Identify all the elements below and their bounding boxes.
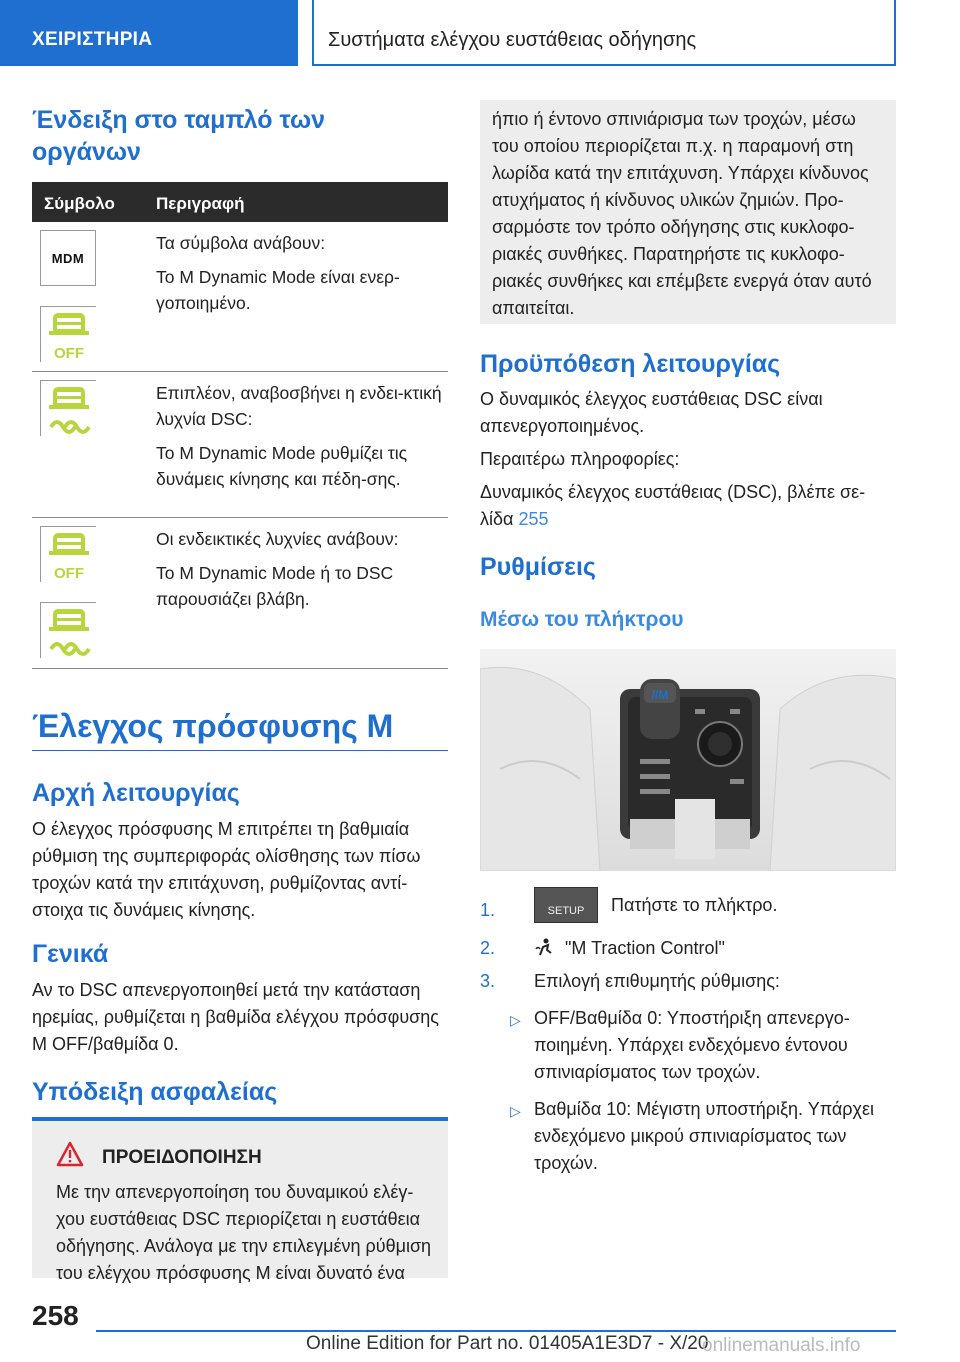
row-2-line-2: Το M Dynamic Mode ρυθμίζει τις δυνάμεις κίνησης και πέδη-σης. [156, 443, 408, 489]
safety-heading: Υπόδειξη ασφαλείας [32, 1078, 278, 1106]
traction-icon [534, 937, 554, 957]
step-number: 1. [480, 900, 496, 920]
col-symbol: Σύμβολο [44, 194, 115, 213]
bullet-text: Βαθμίδα 10: Μέγιστη υποστήριξη. Υπάρχει ενδεχόμενο μικρού σπινιαρίσματος των τροχών. [534, 1099, 875, 1173]
page-number: 258 [32, 1300, 79, 1331]
bullet-item [480, 1096, 896, 1177]
table-bottom-rule [32, 668, 448, 669]
mdm-symbol-icon [40, 230, 96, 286]
reference-label: Δυναμικός έλεγχος ευστάθειας (DSC), βλέπε σε-λίδα [480, 482, 866, 529]
setup-key-label: SETUP [547, 905, 585, 917]
edition-text: Online Edition for Part no. 01405A1E3D7 - X/20 [306, 1333, 709, 1354]
traction-heading: Έλεγχος πρόσφυσης M [32, 708, 394, 744]
row-2-description [156, 380, 448, 500]
principle-text: Ο έλεγχος πρόσφυσης M επιτρέπει τη βαθμιαία ρύθμιση της συμπεριφοράς ολίσθησης των πίσω τροχών κατά την επιτάχυνση, ρυθμίζοντας αντί-στοιχα τις δυνάμεις κίνησης. [32, 819, 421, 920]
reference-page-link[interactable]: 255 [518, 509, 549, 529]
right-column [480, 100, 896, 1177]
reference-text [480, 479, 896, 533]
warning-title: ΠΡΟΕΙΔΟΠΟΙΗΣΗ [102, 1147, 262, 1168]
step-item [480, 887, 896, 927]
step-item [480, 935, 896, 962]
bullet-item [480, 1005, 896, 1086]
triangle-bullet-icon: ▷ [510, 1103, 521, 1119]
warning-text: Με την απενεργοποίηση του δυναμικού ελέγ-χου ευστάθειας DSC περιορίζεται η ευστάθεια οδήγησης. Ανάλογα με την επιλεγμένη ρύθμιση του ελέγχου πρόσφυσης M είναι δυνατό ένα [56, 1182, 432, 1283]
step-number: 2. [480, 938, 496, 958]
footer-rule [96, 1330, 896, 1332]
mdm-symbol-text: MDM [51, 251, 85, 266]
bullet-text: OFF/Βαθμίδα 0: Υποστήριξη απενεργο-ποιημένη. Υπάρχει ενδεχόμενο έντονου σπινιαρίσματος των τροχών. [534, 1008, 850, 1082]
row-1-description [156, 230, 448, 324]
row-1-line-1: Τα σύμβολα ανάβουν: [156, 233, 326, 253]
watermark-text: onlinemanuals.info [702, 1335, 861, 1356]
chapter-tab [312, 0, 896, 66]
stability-off-icon [40, 526, 96, 582]
principle-heading: Αρχή λειτουργίας [32, 779, 240, 807]
button-heading: Μέσω του πλήκτρου [480, 608, 684, 631]
svg-text://M: //M [651, 688, 669, 702]
step-text: "M Traction Control" [565, 938, 725, 958]
row-2-line-1: Επιπλέον, αναβοσβήνει η ενδει-κτική λυχνία DSC: [156, 383, 442, 429]
warning-box [32, 1117, 448, 1283]
stability-off-label: OFF [54, 345, 84, 362]
warning-continuation-text: ήπιο ή έντονο σπινιάρισμα των τροχών, μέσω του οποίου περιορίζεται π.χ. η παραμονή στη λωρίδα κατά την επιτάχυνση. Υπάρχει κίνδυνος ατυχήματος ή κίνδυνος υλικών ζημιών. Προ-σαρμόστε τον τρόπο οδήγησης στις κυκλοφο-ριακές συνθήκες. Παρατηρήστε τις κυκλοφο-ριακές συνθήκες και επέμβετε ενεργά όταν αυτό απαιτείται. [492, 109, 872, 318]
row-3-line-2: Το M Dynamic Mode ή το DSC παρουσιάζει βλάβη. [156, 563, 394, 609]
section-tab [0, 0, 298, 66]
chapter-title: Συστήματα ελέγχου ευστάθειας οδήγησης [328, 29, 697, 51]
more-info-text: Περαιτέρω πληροφορίες: [480, 449, 680, 469]
setup-key[interactable] [534, 887, 598, 923]
row-divider [32, 517, 448, 518]
triangle-bullet-icon: ▷ [510, 1012, 521, 1028]
stability-off-label: OFF [54, 565, 84, 582]
warning-continuation [480, 100, 896, 324]
left-column [32, 100, 448, 1283]
stability-off-icon [40, 306, 96, 362]
prereq-text: Ο δυναμικός έλεγχος ευστάθειας DSC είναι απενεργοποιημένος. [480, 389, 823, 436]
general-heading: Γενικά [32, 940, 109, 968]
col-description: Περιγραφή [156, 194, 245, 213]
row-3-line-1: Οι ενδεικτικές λυχνίες ανάβουν: [156, 529, 399, 549]
stability-skid-icon [40, 602, 96, 658]
warning-triangle-icon [56, 1141, 84, 1167]
general-text: Αν το DSC απενεργοποιηθεί μετά την κατάσταση ηρεμίας, ρυθμίζεται η βαθμίδα ελέγχου πρόσφυσης M OFF/βαθμίδα 0. [32, 980, 439, 1054]
section-title: ΧΕΙΡΙΣΤΗΡΙΑ [32, 29, 153, 50]
indicator-heading: Ένδειξη στο ταμπλό των οργάνων [32, 106, 325, 166]
settings-heading: Ρυθμίσεις [480, 553, 596, 581]
row-3-description [156, 526, 448, 620]
step-item [480, 968, 896, 995]
heading-rule [32, 750, 448, 751]
step-text: Πατήστε το πλήκτρο. [611, 894, 778, 915]
step-text: Επιλογή επιθυμητής ρύθμισης: [534, 971, 780, 991]
prereq-heading: Προϋπόθεση λειτουργίας [480, 350, 781, 378]
step-number: 3. [480, 971, 496, 991]
table-header [32, 182, 448, 222]
center-console-photo [480, 649, 896, 871]
stability-skid-icon [40, 380, 96, 436]
row-1-line-2: Το M Dynamic Mode είναι ενερ-γοποιημένο. [156, 267, 400, 313]
row-divider [32, 371, 448, 372]
